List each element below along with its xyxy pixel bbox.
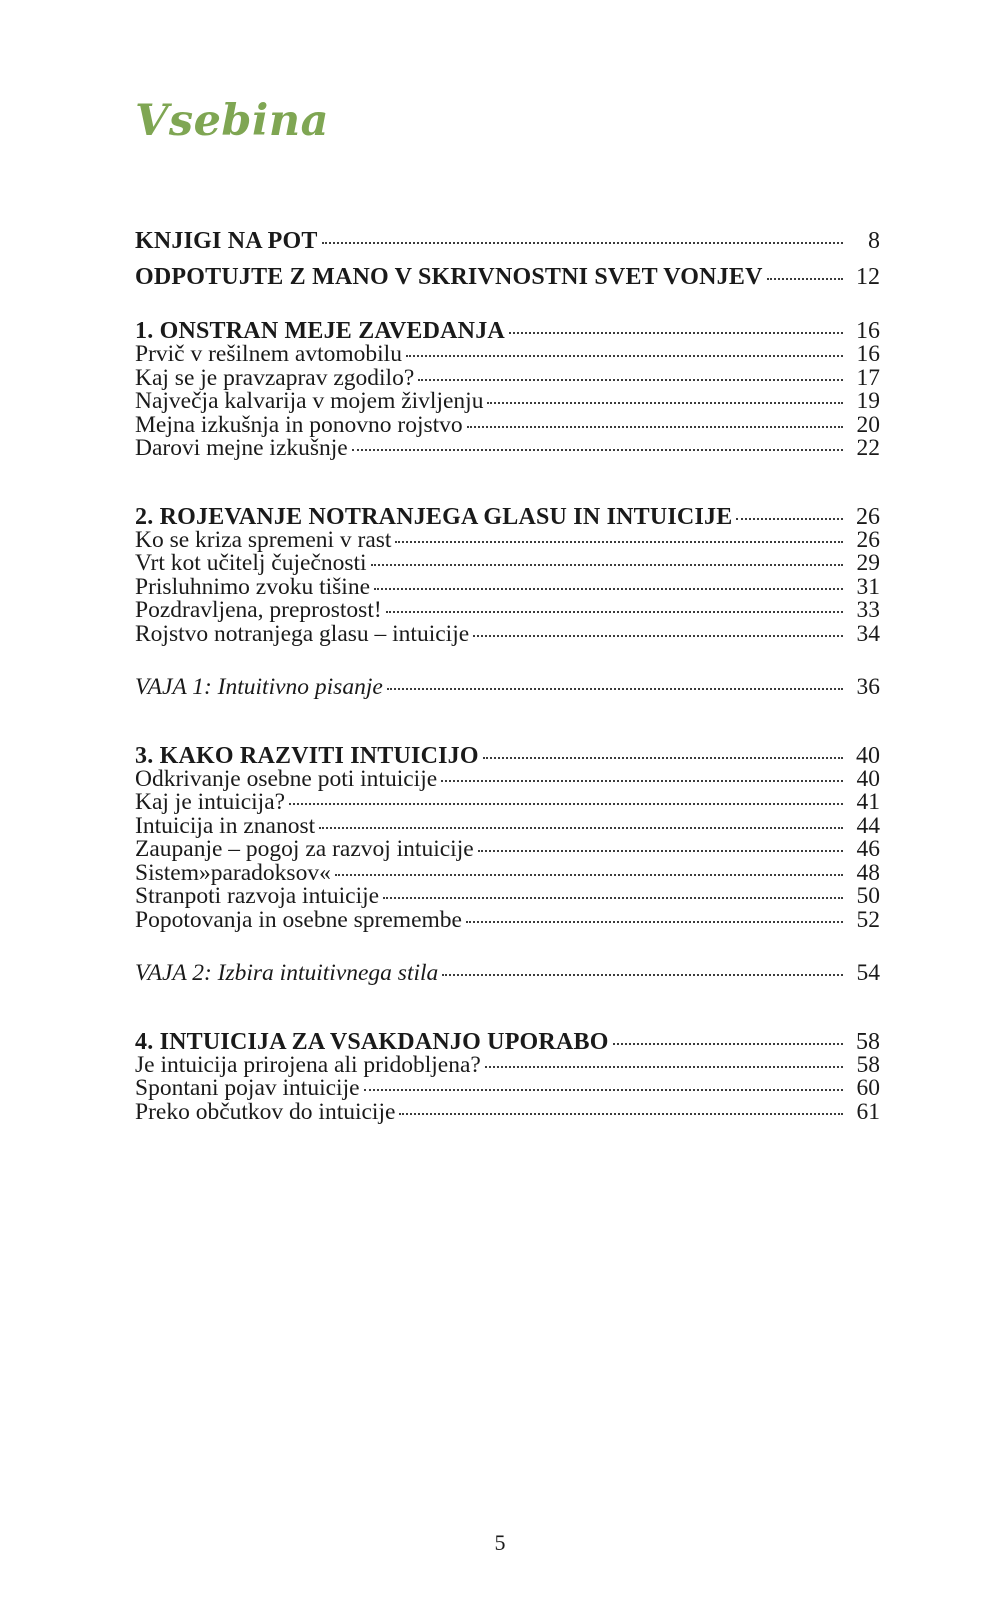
toc-entry-label: Je intuicija prirojena ali pridobljena?: [135, 1051, 481, 1078]
toc-entry[interactable]: [135, 1098, 880, 1125]
toc-leader-dots: [319, 827, 843, 829]
toc-entry-page: 26: [856, 503, 880, 530]
toc-leader-dots: [613, 1043, 843, 1045]
toc-leader-dots: [386, 611, 843, 613]
toc-entry-page: 50: [856, 883, 880, 909]
toc-entry-label: Zaupanje – pogoj za razvoj intuicije: [135, 836, 474, 862]
toc-leader-dots: [736, 518, 843, 520]
toc-leader-dots: [473, 635, 843, 637]
toc-entry[interactable]: [135, 906, 880, 933]
toc-leader-dots: [485, 1066, 843, 1068]
toc-entry-label: Odkrivanje osebne poti intuicije: [135, 765, 438, 792]
toc-entry-page: 34: [856, 620, 880, 647]
toc-entry[interactable]: [135, 343, 880, 367]
toc-entry-page: 58: [856, 1051, 880, 1078]
toc-entry-page: 33: [856, 597, 880, 623]
toc-entry-page: 36: [856, 674, 880, 700]
toc-spacer: [135, 646, 880, 676]
toc-spacer: [135, 932, 880, 962]
toc-entry[interactable]: [135, 1030, 880, 1054]
toc-entry[interactable]: [135, 620, 880, 647]
toc-entry-label: Vrt kot učitelj čuječnosti: [135, 550, 367, 576]
toc-entry[interactable]: [135, 765, 880, 792]
toc-entry-page: 40: [856, 742, 880, 769]
toc-entry[interactable]: [135, 962, 880, 986]
toc-leader-dots: [466, 921, 843, 923]
toc-leader-dots: [399, 1113, 843, 1115]
toc-entry-label: KNJIGI NA POT: [135, 228, 318, 254]
toc-entry-page: 61: [856, 1098, 880, 1125]
page-title: Vsebina: [135, 96, 329, 146]
toc-leader-dots: [395, 541, 843, 543]
toc-entry[interactable]: [135, 319, 880, 343]
toc-entry-label: Rojstvo notranjega glasu – intuicije: [135, 620, 470, 647]
toc-leader-dots: [509, 332, 843, 334]
toc-entry-page: 22: [856, 435, 880, 461]
table-of-contents-list: [135, 229, 880, 1124]
toc-entry-page: 31: [856, 573, 880, 600]
toc-entry-page: 16: [856, 318, 880, 344]
toc-entry[interactable]: [135, 744, 880, 768]
toc-leader-dots: [441, 780, 843, 782]
toc-entry-label: Darovi mejne izkušnje: [135, 435, 348, 461]
toc-entry-label: Prisluhnimo zvoku tišine: [135, 573, 370, 600]
toc-entry-page: 44: [856, 812, 880, 839]
toc-entry-label: 3. KAKO RAZVITI INTUICIJO: [135, 742, 479, 769]
toc-entry-page: 8: [868, 228, 880, 254]
toc-entry[interactable]: [135, 676, 880, 700]
toc-entry-label: Pozdravljena, preprostost!: [135, 597, 382, 623]
toc-entry-label: VAJA 1: Intuitivno pisanje: [135, 674, 383, 700]
toc-entry[interactable]: [135, 526, 880, 553]
toc-leader-dots: [418, 379, 843, 381]
toc-leader-dots: [374, 588, 843, 590]
toc-entry-page: 12: [856, 264, 880, 290]
toc-entry-label: VAJA 2: Izbira intuitivnega stila: [135, 960, 439, 986]
toc-entry-label: Kaj je intuicija?: [135, 789, 286, 815]
toc-leader-dots: [364, 1089, 843, 1091]
toc-leader-dots: [767, 278, 843, 280]
toc-spacer: [135, 289, 880, 319]
toc-entry[interactable]: [135, 552, 880, 576]
toc-entry-label: 1. ONSTRAN MEJE ZAVEDANJA: [135, 318, 505, 344]
toc-entry[interactable]: [135, 505, 880, 529]
toc-entry[interactable]: [135, 838, 880, 862]
toc-spacer: [135, 700, 880, 744]
toc-entry-page: 26: [856, 526, 880, 553]
toc-entry-page: 19: [856, 388, 880, 414]
toc-leader-dots: [483, 757, 843, 759]
toc-entry[interactable]: [135, 1077, 880, 1101]
toc-leader-dots: [387, 688, 843, 690]
toc-entry-page: 60: [856, 1075, 880, 1101]
toc-entry-page: 48: [856, 859, 880, 886]
toc-entry[interactable]: [135, 1051, 880, 1078]
toc-entry-label: Sistem»paradoksov«: [135, 859, 331, 886]
toc-entry-label: Preko občutkov do intuicije: [135, 1098, 396, 1125]
toc-entry-page: 29: [856, 550, 880, 576]
toc-spacer: [135, 461, 880, 505]
toc-entry[interactable]: [135, 812, 880, 839]
toc-leader-dots: [371, 564, 843, 566]
toc-entry[interactable]: [135, 791, 880, 815]
toc-entry-page: 20: [856, 411, 880, 438]
toc-leader-dots: [467, 426, 843, 428]
toc-entry-label: 2. ROJEVANJE NOTRANJEGA GLASU IN INTUICIJE: [135, 503, 733, 530]
toc-entry[interactable]: [135, 599, 880, 623]
toc-entry-label: Mejna izkušnja in ponovno rojstvo: [135, 411, 463, 438]
toc-leader-dots: [352, 449, 843, 451]
toc-entry[interactable]: [135, 411, 880, 438]
toc-entry[interactable]: [135, 573, 880, 600]
toc-leader-dots: [335, 874, 843, 876]
toc-entry-page: 46: [856, 836, 880, 862]
toc-leader-dots: [442, 974, 843, 976]
toc-spacer: [135, 986, 880, 1030]
toc-entry-label: Popotovanja in osebne spremembe: [135, 906, 462, 933]
toc-entry-label: Ko se kriza spremeni v rast: [135, 526, 392, 553]
toc-entry-page: 52: [856, 906, 880, 933]
page-number: 5: [494, 1530, 506, 1555]
toc-entry-label: 4. INTUICIJA ZA VSAKDANJO UPORABO: [135, 1028, 609, 1055]
toc-entry[interactable]: [135, 390, 880, 414]
toc-entry[interactable]: [135, 437, 880, 461]
toc-entry-page: 54: [856, 960, 880, 986]
toc-leader-dots: [406, 355, 843, 357]
toc-entry-label: Spontani pojav intuicije: [135, 1075, 360, 1101]
toc-entry-label: Stranpoti razvoja intuicije: [135, 883, 380, 909]
toc-entry-page: 58: [856, 1028, 880, 1055]
toc-entry[interactable]: [135, 859, 880, 886]
toc-entry[interactable]: [135, 364, 880, 391]
toc-entry-label: Največja kalvarija v mojem življenju: [135, 388, 484, 414]
toc-entry[interactable]: [135, 265, 880, 289]
toc-entry-label: Kaj se je pravzaprav zgodilo?: [135, 364, 415, 391]
toc-entry-page: 41: [856, 789, 880, 815]
toc-entry-label: ODPOTUJTE Z MANO V SKRIVNOSTNI SVET VONJEV: [135, 264, 763, 290]
toc-entry-page: 40: [856, 765, 880, 792]
toc-entry-page: 16: [856, 341, 880, 367]
toc-entry-page: 17: [856, 364, 880, 391]
toc-leader-dots: [487, 402, 843, 404]
toc-leader-dots: [289, 803, 843, 805]
toc-entry-label: Prvič v rešilnem avtomobilu: [135, 341, 402, 367]
toc-entry[interactable]: [135, 885, 880, 909]
toc-entry[interactable]: [135, 229, 880, 253]
toc-leader-dots: [322, 242, 843, 244]
toc-leader-dots: [478, 850, 843, 852]
toc-entry-label: Intuicija in znanost: [135, 812, 316, 839]
toc-leader-dots: [383, 897, 843, 899]
